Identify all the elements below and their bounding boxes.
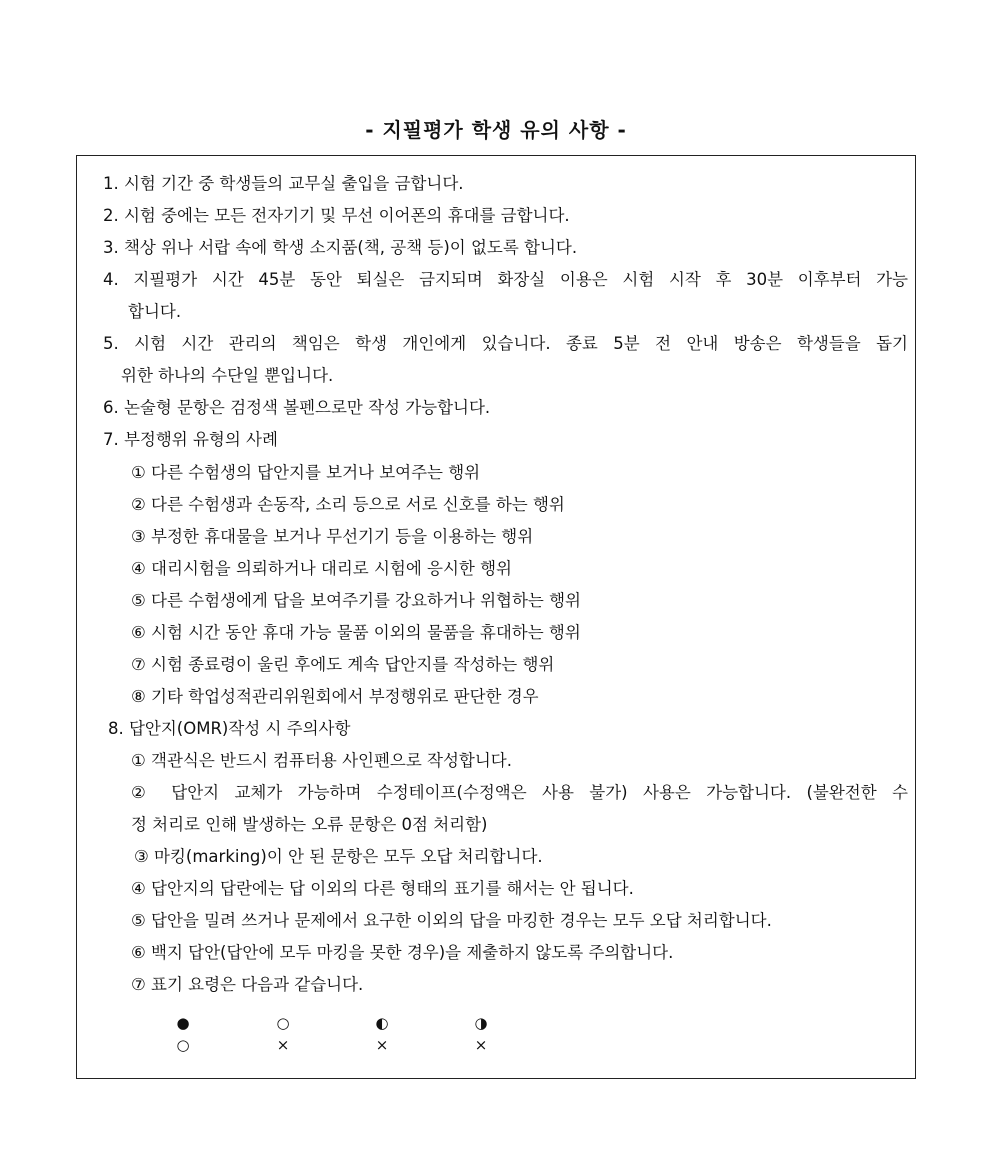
rule-6: 6. 논술형 문항은 검정색 볼펜으로만 작성 가능합니다. [103, 398, 491, 417]
rule-7-item: ⑧ 기타 학업성적관리위원회에서 부정행위로 판단한 경우 [131, 687, 539, 706]
rule-1: 1. 시험 기간 중 학생들의 교무실 출입을 금합니다. [103, 174, 464, 193]
rule-5-line-1: 5. 시험 시간 관리의 책임은 학생 개인에게 있습니다. 종료 5분 전 안내 방송은 학생들을 돕기 [103, 334, 908, 353]
rule-7-item: ⑤ 다른 수험생에게 답을 보여주기를 강요하거나 위협하는 행위 [131, 591, 581, 610]
incorrect-mark: × [276, 1036, 290, 1054]
incorrect-mark: × [375, 1036, 389, 1054]
rule-7-heading: 7. 부정행위 유형의 사례 [103, 430, 278, 449]
rule-8-item: ③ 마킹(marking)이 안 된 문항은 모두 오답 처리합니다. [134, 847, 543, 866]
rule-7-item: ④ 대리시험을 의뢰하거나 대리로 시험에 응시한 행위 [131, 559, 512, 578]
rule-8-item: ⑤ 답안을 밀려 쓰거나 문제에서 요구한 이외의 답을 마킹한 경우는 모두 오답 처리합니다. [131, 911, 772, 930]
rule-2: 2. 시험 중에는 모든 전자기기 및 무선 이어폰의 휴대를 금합니다. [103, 206, 570, 225]
rule-7-item: ① 다른 수험생의 답안지를 보거나 보여주는 행위 [131, 463, 481, 482]
rule-8-item-2-line-1: ② 답안지 교체가 가능하며 수정테이프(수정액은 사용 불가) 사용은 가능합니다. (불완전한 수 [131, 783, 908, 802]
rule-7-item: ⑦ 시험 종료령이 울린 후에도 계속 답안지를 작성하는 행위 [131, 655, 555, 674]
filled-circle-icon: ● [176, 1014, 190, 1032]
rule-3: 3. 책상 위나 서랍 속에 학생 소지품(책, 공책 등)이 없도록 합니다. [103, 238, 578, 257]
correct-mark: ○ [176, 1036, 190, 1054]
rule-4-line-2: 합니다. [128, 302, 182, 321]
incorrect-mark: × [474, 1036, 488, 1054]
rule-7-item: ⑥ 시험 시간 동안 휴대 가능 물품 이외의 물품을 휴대하는 행위 [131, 623, 581, 642]
rule-8-item: ① 객관식은 반드시 컴퓨터용 사인펜으로 작성합니다. [131, 751, 512, 770]
rule-7-item: ③ 부정한 휴대물을 보거나 무선기기 등을 이용하는 행위 [131, 527, 534, 546]
left-half-circle-icon: ◐ [375, 1014, 389, 1032]
rule-8-item: ⑥ 백지 답안(답안에 모두 마킹을 못한 경우)을 제출하지 않도록 주의합니다. [131, 943, 674, 962]
right-half-circle-icon: ◑ [474, 1014, 488, 1032]
rule-8-item: ④ 답안지의 답란에는 답 이외의 다른 형태의 표기를 해서는 안 됩니다. [131, 879, 634, 898]
rule-5-line-2: 위한 하나의 수단일 뿐입니다. [121, 366, 334, 385]
rule-7-item: ② 다른 수험생과 손동작, 소리 등으로 서로 신호를 하는 행위 [131, 495, 565, 514]
rule-8-item-2-line-2: 정 처리로 인해 발생하는 오류 문항은 0점 처리함) [131, 815, 488, 834]
rule-8-item: ⑦ 표기 요령은 다음과 같습니다. [131, 975, 364, 994]
empty-circle-icon: ○ [276, 1014, 290, 1032]
rule-8-heading: 8. 답안지(OMR)작성 시 주의사항 [108, 719, 351, 738]
rule-4-line-1: 4. 지필평가 시간 45분 동안 퇴실은 금지되며 화장실 이용은 시험 시작 후 30분 이후부터 가능 [103, 270, 908, 289]
notice-box [76, 155, 916, 1079]
page-title: - 지필평가 학생 유의 사항 - [365, 118, 627, 142]
